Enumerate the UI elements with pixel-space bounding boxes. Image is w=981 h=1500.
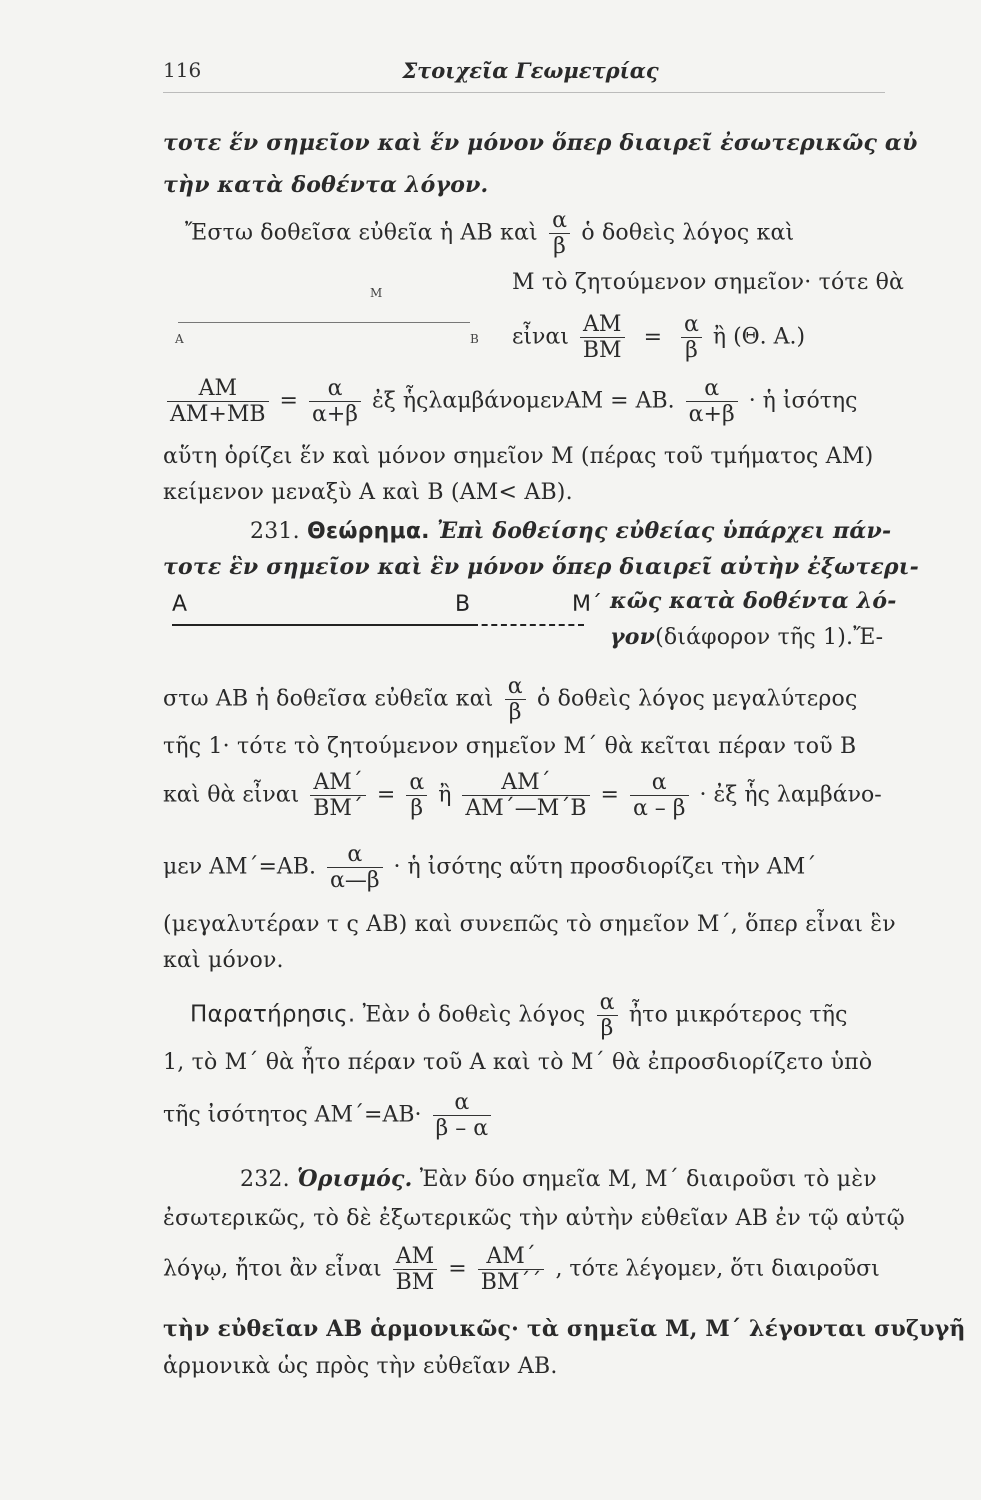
header-rule xyxy=(163,92,885,93)
text-line xyxy=(185,208,930,259)
denominator: β – α xyxy=(435,1116,489,1141)
definition-line xyxy=(240,1164,981,1195)
figure1-label-a: Α xyxy=(175,332,184,346)
figure1-label-b: Β xyxy=(470,332,479,346)
fraction-alpha-alphaplusbeta xyxy=(309,376,361,427)
denominator: ΑΜ+ΜΒ xyxy=(170,402,266,427)
text-line: τὴν κατὰ δοθέντα λόγον. xyxy=(163,172,489,198)
numerator: ΑΜ΄ xyxy=(310,770,366,796)
text-span: ἢ xyxy=(438,782,452,808)
text-span: · ἡ ἰσότης xyxy=(748,388,858,414)
fraction-alpha-alphaminusbeta xyxy=(327,842,383,893)
text-line: 1, τὸ Μ΄ θὰ ἦτο πέραν τοῦ Α καὶ τὸ Μ΄ θὰ ἐπροσδιορίζετο ὑπὸ xyxy=(163,1050,873,1075)
denominator: ΒΜ΄΄ xyxy=(480,1270,542,1295)
formula-line xyxy=(512,312,805,363)
text-line xyxy=(163,674,908,725)
numerator: α xyxy=(630,770,689,796)
denominator: α+β xyxy=(311,402,358,427)
figure2-segment xyxy=(172,624,472,626)
fraction-alpha-beta xyxy=(505,674,526,725)
theorem-heading: Θεώρημα. xyxy=(307,519,430,544)
theorem-line xyxy=(250,516,981,547)
text-span: Ἐὰν ὁ δοθεὶς λόγος xyxy=(362,1002,586,1028)
figure2-extension xyxy=(472,624,584,626)
definition-heading: Ὁρισμός. xyxy=(297,1166,413,1192)
text-line: κῶς κατὰ δοθέντα λό- xyxy=(610,588,897,614)
numerator: α xyxy=(433,1090,492,1116)
text-span: τὴν εὐθεῖαν ΑΒ ἁρμονικῶς· τὰ σημεῖα Μ, Μ΄ λέγονται συζυγῆ xyxy=(163,1316,966,1342)
denominator: ΑΜ΄—Μ΄Β xyxy=(465,796,587,821)
section-number: 231. xyxy=(250,519,300,544)
equals-sign: = xyxy=(376,782,396,808)
remark-heading: Παρατήρησις. xyxy=(190,1001,356,1028)
text-span: εἶναι xyxy=(512,324,569,350)
denominator: ΒΜ xyxy=(582,338,622,363)
text-span: ἐξ ἧςλαμβάνομενΑΜ = ΑΒ. xyxy=(372,388,675,414)
numerator: α xyxy=(406,770,427,796)
denominator: β xyxy=(600,1016,614,1041)
text-span: τῆς ἰσότητος ΑΜ΄=ΑΒ· xyxy=(163,1102,422,1128)
numerator: α xyxy=(681,312,702,338)
numerator: ΑΜ xyxy=(393,1244,438,1270)
fraction-amp-diff xyxy=(462,770,589,821)
equals-sign: = xyxy=(279,388,298,414)
numerator: α xyxy=(686,376,738,402)
formula-line xyxy=(163,842,816,893)
text-line: αὕτη ὁρίζει ἕν καὶ μόνον σημεῖον Μ (πέρας τοῦ τμήματος ΑΜ) xyxy=(163,444,874,469)
numerator: α xyxy=(505,674,526,700)
numerator: α xyxy=(327,842,383,868)
text-line xyxy=(163,1314,966,1345)
text-span: · ἐξ ἧς λαμβάνο- xyxy=(699,782,882,808)
denominator: ΒΜ xyxy=(395,1270,435,1295)
text-span: (διάφορον τῆς 1).Ἔ- xyxy=(655,625,884,650)
fraction-amp-bmp xyxy=(310,770,366,821)
numerator: α xyxy=(549,208,570,234)
fraction-amp-bmpp xyxy=(478,1244,545,1295)
fraction-alpha-beta xyxy=(597,990,618,1041)
fraction-am-bm xyxy=(393,1244,438,1295)
text-span: στω ΑΒ ἡ δοθεῖσα εὐθεῖα καὶ xyxy=(163,686,494,712)
text-span: Ἐπὶ δοθείσης εὐθείας ὑπάρχει πάν- xyxy=(436,518,892,544)
figure2-label-a: Α xyxy=(172,592,188,617)
denominator: ΒΜ΄ xyxy=(313,796,363,821)
denominator: β xyxy=(508,700,522,725)
denominator: α – β xyxy=(632,796,686,821)
equals-sign: = xyxy=(600,782,619,808)
denominator: β xyxy=(685,338,698,363)
figure1-segment xyxy=(178,322,470,323)
numerator: ΑΜ xyxy=(167,376,269,402)
text-span: λόγῳ, ἤτοι ἂν εἶναι xyxy=(163,1256,382,1282)
text-line: κείμενον μεναξὺ Α καὶ Β (ΑΜ< ΑΒ). xyxy=(163,480,573,505)
denominator: β xyxy=(553,234,567,259)
fraction-am-ammb xyxy=(167,376,269,427)
text-line xyxy=(610,622,900,653)
numerator: ΑΜ΄ xyxy=(478,1244,545,1270)
fraction-alpha-alphaplusbeta xyxy=(686,376,738,427)
text-span: καὶ θὰ εἶναι xyxy=(163,782,300,808)
fraction-alpha-betaminusalpha xyxy=(433,1090,492,1141)
text-span: ὁ δοθεὶς λόγος καὶ xyxy=(581,220,795,246)
text-line: (μεγαλυτέραν τ ς ΑΒ) καὶ συνεπῶς τὸ σημεῖον Μ΄, ὅπερ εἶναι ἓν xyxy=(163,912,896,937)
text-line: ἁρμονικὰ ὡς πρὸς τὴν εὐθεῖαν ΑΒ. xyxy=(163,1354,558,1379)
page-number: 116 xyxy=(163,58,202,82)
fraction-am-bm xyxy=(580,312,625,363)
text-line: τοτε ἕν σημεῖον καὶ ἕν μόνον ὅπερ διαιρεῖ ἐσωτερικῶς αὐ xyxy=(163,130,918,156)
formula-line xyxy=(163,1244,880,1295)
text-line: Μ τὸ ζητούμενον σημεῖον· τότε θὰ xyxy=(512,270,905,295)
fraction-alpha-alphaminusbeta xyxy=(630,770,689,821)
fraction-alpha-beta xyxy=(549,208,570,259)
equals-sign: = xyxy=(448,1256,467,1282)
text-span: ἢ (Θ. Α.) xyxy=(712,324,806,350)
figure2-label-m: Μ΄ xyxy=(572,592,602,617)
section-number: 232. xyxy=(240,1167,290,1192)
text-span: · ἡ ἰσότης αὕτη προσδιορίζει τὴν ΑΜ΄ xyxy=(393,854,817,880)
fraction-alpha-beta xyxy=(406,770,427,821)
text-span: Ἐὰν δύο σημεῖα Μ, Μ΄ διαιροῦσι τὸ μὲν xyxy=(419,1167,877,1192)
text-span: , τότε λέγομεν, ὅτι διαιροῦσι xyxy=(555,1256,880,1282)
formula-line xyxy=(163,770,882,821)
figure1-label-m: Μ xyxy=(370,286,383,300)
denominator: α+β xyxy=(688,402,735,427)
text-line: τῆς 1· τότε τὸ ζητούμενον σημεῖον Μ΄ θὰ κεῖται πέραν τοῦ Β xyxy=(163,734,857,759)
numerator: ΑΜ xyxy=(580,312,625,338)
text-line: καὶ μόνον. xyxy=(163,948,284,973)
numerator: α xyxy=(597,990,618,1016)
text-span: μεν ΑΜ΄=ΑΒ. xyxy=(163,854,316,880)
text-span: Ἔστω δοθεῖσα εὐθεῖα ἡ ΑΒ καὶ xyxy=(185,220,538,246)
formula-line xyxy=(163,1090,495,1141)
text-span: ὁ δοθεὶς λόγος μεγαλύτερος xyxy=(536,686,858,712)
fraction-alpha-beta xyxy=(681,312,702,363)
text-line: τοτε ἓν σημεῖον καὶ ἓν μόνον ὅπερ διαιρεῖ αὐτὴν ἐξωτερι- xyxy=(163,554,919,580)
denominator: β xyxy=(410,796,424,821)
text-line: ἐσωτερικῶς, τὸ δὲ ἐξωτερικῶς τὴν αὐτὴν εὐθεῖαν ΑΒ ἐν τῷ αὐτῷ xyxy=(163,1206,905,1231)
text-span: ἦτο μικρότερος τῆς xyxy=(628,1002,848,1028)
figure2-label-b: Β xyxy=(455,592,471,617)
numerator: α xyxy=(309,376,361,402)
remark-line xyxy=(190,990,935,1041)
denominator: α—β xyxy=(329,868,380,893)
running-title: Στοιχεῖα Γεωμετρίας xyxy=(402,58,659,83)
text-span: γον xyxy=(610,624,656,650)
equals-sign: = xyxy=(643,324,663,350)
formula-line xyxy=(163,376,857,427)
numerator: ΑΜ΄ xyxy=(462,770,589,796)
